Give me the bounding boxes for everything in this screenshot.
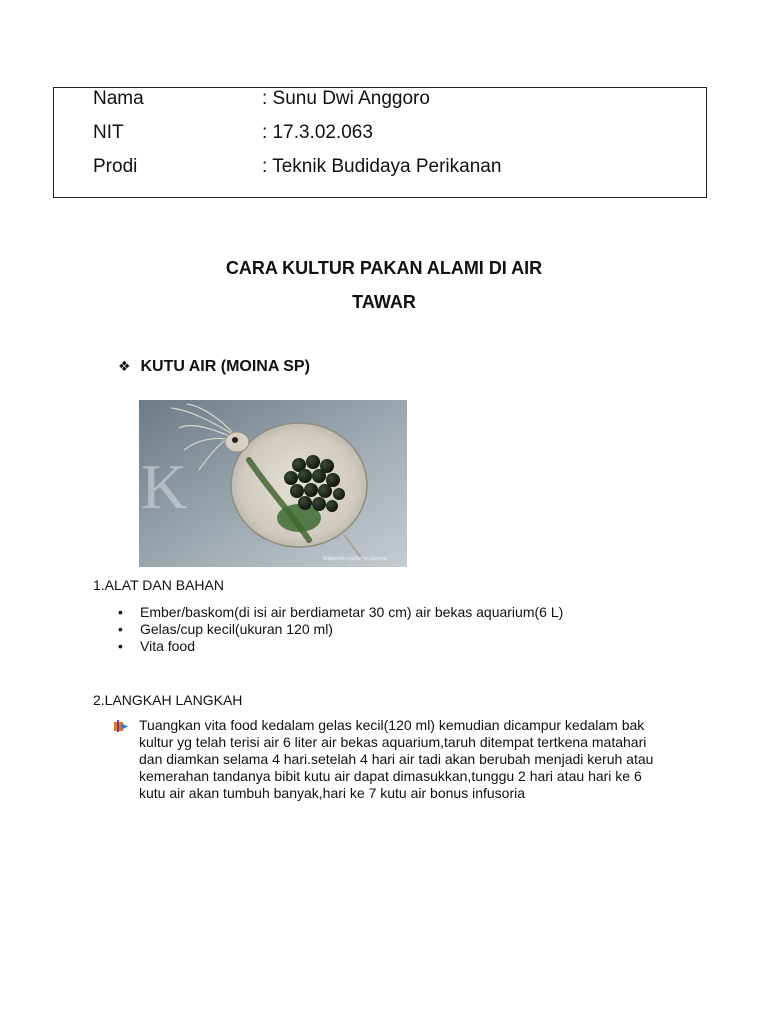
list-item-text: Gelas/cup kecil(ukuran 120 ml) bbox=[140, 621, 333, 637]
bullet-icon: • bbox=[118, 621, 123, 637]
tools-list bbox=[118, 604, 563, 655]
bullet-icon: • bbox=[118, 604, 123, 620]
diamond-bullet-icon: ❖ bbox=[118, 358, 131, 374]
info-value: : Sunu Dwi Anggoro bbox=[262, 88, 430, 109]
section-heading bbox=[118, 358, 310, 376]
identity-box bbox=[53, 87, 707, 198]
list-item bbox=[118, 604, 563, 621]
arrow-bullet-icon bbox=[113, 719, 129, 733]
step-line: kemerahan tandanya bibit kutu air dapat dimasukkan,tunggu 2 hari atau hari ke 6 bbox=[139, 768, 642, 784]
list-item-text: Vita food bbox=[140, 638, 196, 654]
info-label: Prodi bbox=[93, 156, 138, 177]
bullet-icon: • bbox=[118, 638, 123, 654]
list-item bbox=[118, 621, 563, 638]
photo-credit: Wikipedia.org/Delme Gaynor bbox=[323, 556, 387, 562]
step-line: kutu air akan tumbuh banyak,hari ke 7 kutu air bonus infusoria bbox=[139, 785, 526, 801]
section-heading-text: KUTU AIR (MOINA SP) bbox=[140, 358, 310, 375]
step-line: dan diamkan selama 4 hari.setelah 4 hari air tadi akan berubah menjadi keruh atau bbox=[139, 751, 654, 767]
tools-heading: 1.ALAT DAN BAHAN bbox=[93, 577, 224, 593]
document-title-line2: TAWAR bbox=[352, 292, 416, 312]
moina-photo bbox=[139, 400, 407, 567]
info-label: Nama bbox=[93, 88, 144, 109]
step-line: kultur yg telah terisi air 6 liter air bekas aquarium,taruh ditempat tertkena matahari bbox=[139, 734, 647, 750]
info-label: NIT bbox=[93, 122, 124, 143]
info-value: : 17.3.02.063 bbox=[262, 122, 373, 143]
watermark-k: K bbox=[141, 451, 188, 522]
list-item-text: Ember/baskom(di isi air berdiametar 30 cm) air bekas aquarium(6 L) bbox=[140, 604, 564, 620]
steps-heading: 2.LANGKAH LANGKAH bbox=[93, 692, 243, 708]
document-title-line1: CARA KULTUR PAKAN ALAMI DI AIR bbox=[225, 258, 543, 278]
step-line: Tuangkan vita food kedalam gelas kecil(120 ml) kemudian dicampur kedalam bak bbox=[139, 717, 645, 733]
info-value: : Teknik Budidaya Perikanan bbox=[262, 156, 502, 177]
list-item bbox=[118, 638, 563, 655]
step-text bbox=[139, 717, 679, 802]
